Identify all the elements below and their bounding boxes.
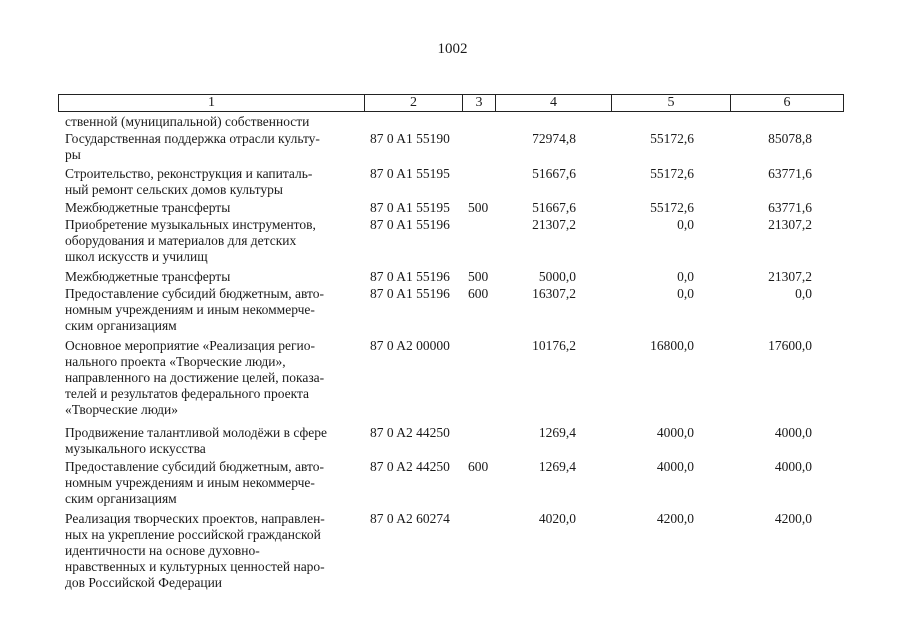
header-col-5: 5	[612, 95, 731, 111]
row-code: 87 0 A1 55196	[370, 217, 450, 232]
row-code: 87 0 A2 44250	[370, 425, 450, 440]
row-value-col4: 51667,6	[532, 200, 576, 215]
row-value-col6: 4000,0	[774, 425, 812, 440]
row-value-col6: 4000,0	[774, 459, 812, 474]
page-number: 1002	[437, 41, 468, 57]
row-code: 87 0 A2 00000	[370, 338, 450, 353]
row-value-col4: 51667,6	[532, 166, 576, 181]
row-name: Основное мероприятие «Реализация регио- нального проекта «Творческие люди», направленного на достижение целей, показа- телей и результатов федерального проекта «Творческие люди»	[65, 338, 325, 417]
header-col-1: 1	[59, 95, 365, 111]
row-value-col4: 1269,4	[538, 425, 576, 440]
row-value-col5: 55172,6	[650, 200, 694, 215]
row-value-col4: 10176,2	[532, 338, 576, 353]
row-expense-type: 500	[468, 200, 489, 215]
row-name: Предоставление субсидий бюджетным, авто- номным учреждениям и иным некоммерче- ским организациям	[65, 286, 324, 333]
header-col-4: 4	[496, 95, 612, 111]
row-value-col5: 16800,0	[650, 338, 694, 353]
row-expense-type: 600	[468, 459, 489, 474]
row-name: Предоставление субсидий бюджетным, авто- номным учреждениям и иным некоммерче- ским организациям	[65, 459, 324, 506]
row-value-col6: 63771,6	[768, 200, 812, 215]
table-header	[58, 94, 844, 112]
row-value-col4: 4020,0	[538, 511, 576, 526]
row-code: 87 0 A1 55195	[370, 166, 450, 181]
row-expense-type: 500	[468, 269, 489, 284]
row-value-col4: 16307,2	[532, 286, 576, 301]
row-value-col5: 0,0	[677, 269, 694, 284]
row-value-col5: 0,0	[677, 286, 694, 301]
row-name: Государственная поддержка отрасли культу- ры	[65, 131, 320, 162]
row-value-col6: 21307,2	[768, 217, 812, 232]
row-value-col5: 0,0	[677, 217, 694, 232]
row-name: Межбюджетные трансферты	[65, 269, 231, 284]
row-code: 87 0 A1 55196	[370, 269, 450, 284]
row-value-col4: 21307,2	[532, 217, 576, 232]
row-name: Реализация творческих проектов, направлен- ных на укрепление российской гражданской идентичности на основе духовно- нравственных и культурных ценностей наро- дов Российской Федерации	[65, 511, 325, 590]
row-name: ственной (муниципальной) собственности	[65, 114, 310, 129]
row-code: 87 0 A2 44250	[370, 459, 450, 474]
row-name: Межбюджетные трансферты	[65, 200, 231, 215]
row-name: Приобретение музыкальных инструментов, оборудования и материалов для детских школ искусств и училищ	[65, 217, 316, 264]
row-value-col6: 85078,8	[768, 131, 812, 146]
row-value-col6: 4200,0	[774, 511, 812, 526]
row-expense-type: 600	[468, 286, 489, 301]
row-code: 87 0 A1 55190	[370, 131, 450, 146]
row-value-col4: 1269,4	[538, 459, 576, 474]
row-value-col5: 55172,6	[650, 166, 694, 181]
header-col-6: 6	[783, 95, 791, 110]
row-code: 87 0 A1 55195	[370, 200, 450, 215]
row-value-col5: 4200,0	[656, 511, 694, 526]
row-code: 87 0 A2 60274	[370, 511, 450, 526]
row-name: Продвижение талантливой молодёжи в сфере музыкального искусства	[65, 425, 327, 456]
row-value-col5: 55172,6	[650, 131, 694, 146]
row-value-col5: 4000,0	[656, 459, 694, 474]
row-code: 87 0 A1 55196	[370, 286, 450, 301]
row-name: Строительство, реконструкция и капиталь- ный ремонт сельских домов культуры	[65, 166, 313, 197]
row-value-col6: 17600,0	[768, 338, 812, 353]
header-col-2: 2	[365, 95, 463, 111]
row-value-col5: 4000,0	[656, 425, 694, 440]
row-value-col6: 21307,2	[768, 269, 812, 284]
row-value-col4: 5000,0	[538, 269, 576, 284]
row-value-col4: 72974,8	[532, 131, 576, 146]
row-value-col6: 63771,6	[768, 166, 812, 181]
header-col-3: 3	[463, 95, 496, 111]
row-value-col6: 0,0	[795, 286, 812, 301]
